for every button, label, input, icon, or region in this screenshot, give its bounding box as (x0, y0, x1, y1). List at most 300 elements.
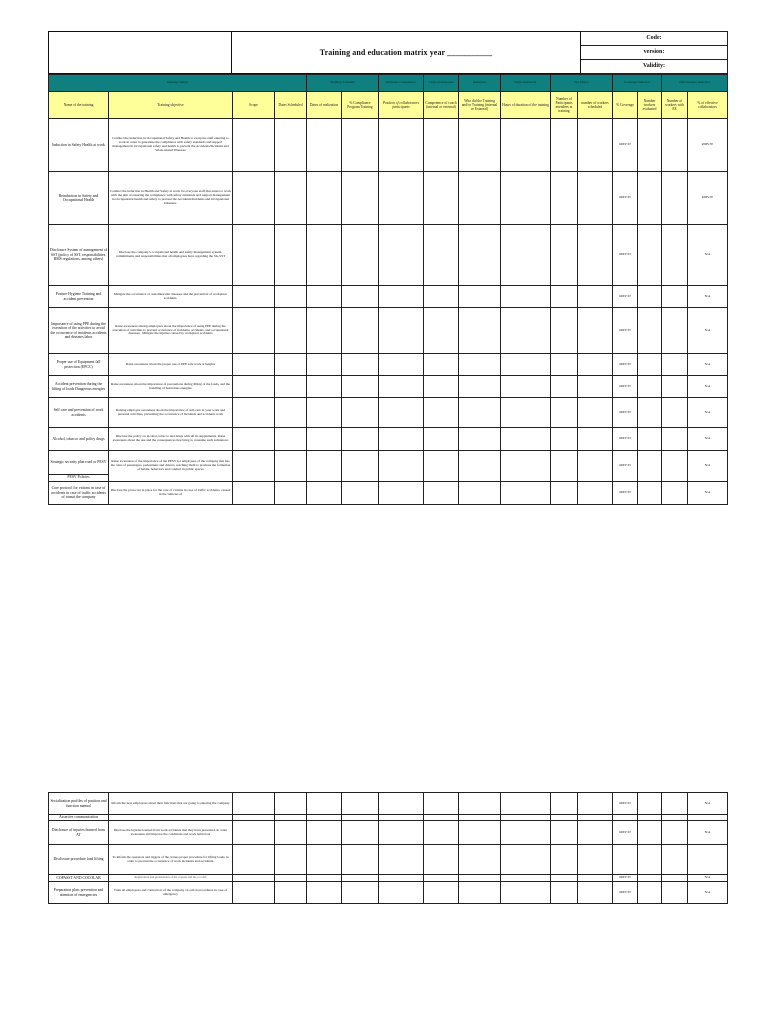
empty-cell (578, 428, 613, 451)
empty-cell (638, 398, 662, 428)
empty-cell (551, 376, 578, 398)
empty-cell (379, 845, 424, 875)
coverage-value-cell: #DIV/0! (613, 286, 638, 308)
empty-cell (275, 172, 307, 225)
empty-cell (379, 875, 424, 882)
empty-cell (501, 225, 551, 286)
empty-cell (424, 793, 459, 815)
table-row (49, 225, 728, 286)
empty-cell (551, 354, 578, 376)
group-header-cargo: Cargo participants (424, 75, 459, 92)
empty-cell (578, 376, 613, 398)
empty-cell (379, 398, 424, 428)
col-header-dates-realization: Dates of realization (307, 92, 342, 119)
empty-cell (578, 172, 613, 225)
table-row (49, 821, 728, 845)
coverage-value-cell (613, 845, 638, 875)
empty-cell (275, 398, 307, 428)
matrix-sheet-bottom (48, 792, 727, 904)
empty-cell (662, 482, 688, 505)
empty-cell (459, 172, 501, 225)
empty-cell (233, 308, 275, 354)
coverage-value-cell: #DIV/0! (613, 875, 638, 882)
empty-cell (459, 354, 501, 376)
coverage-value-cell: #DIV/0! (613, 354, 638, 376)
empty-cell (662, 821, 688, 845)
table-row (49, 428, 728, 451)
empty-cell (638, 793, 662, 815)
table-row (49, 376, 728, 398)
empty-cell (459, 308, 501, 354)
empty-cell (342, 308, 379, 354)
empty-cell (638, 882, 662, 904)
empty-cell (307, 482, 342, 505)
empty-cell (275, 451, 307, 482)
empty-cell (662, 376, 688, 398)
empty-cell (424, 119, 459, 172)
empty-cell (638, 308, 662, 354)
empty-cell (551, 875, 578, 882)
group-header-instructor: Instructor (459, 75, 501, 92)
table-row (49, 354, 728, 376)
empty-cell (551, 793, 578, 815)
training-objective-cell: Disclose the protocols in place for the care of victims in case of traffic accidents, caused in the vehicles of (109, 482, 233, 505)
training-objective-cell: Mitigate the occurrence of osteomuscular diseases and the prevention of workplace accidents. (109, 286, 233, 308)
group-header-coverage: Coverage Indicator (613, 75, 662, 92)
training-name-cell: Assertive communication (49, 815, 109, 821)
empty-cell (342, 172, 379, 225)
empty-cell (275, 428, 307, 451)
empty-cell (275, 482, 307, 505)
training-name-cell: COPASST AND COCOLAB (49, 875, 109, 882)
matrix-title: Training and education matrix year ___________ (232, 32, 581, 74)
empty-cell (342, 451, 379, 482)
empty-cell (379, 793, 424, 815)
empty-cell (578, 451, 613, 482)
empty-cell (275, 793, 307, 815)
training-objective-cell: Registration and presentation of the copasst and the cocolab (109, 875, 233, 882)
empty-cell (342, 821, 379, 845)
col-header-workers-scheduled: number of workers scheduled (578, 92, 613, 119)
empty-cell (233, 398, 275, 428)
empty-cell (459, 286, 501, 308)
empty-cell (578, 793, 613, 815)
training-name-cell: Self care and prevention of work accidents (49, 398, 109, 428)
empty-cell (501, 428, 551, 451)
col-header-dates-scheduled: Dates Scheduled (275, 92, 307, 119)
training-objective-cell: Conduct the induction in Occupational Safety and Health to everyone staff entering to work in order to guarantee the compliance with safety standards and support management in Occupational safety and health to prevent the Accidents/Incidents and Work-related Illnesses (109, 119, 233, 172)
empty-cell (638, 286, 662, 308)
empty-cell (307, 308, 342, 354)
empty-cell (662, 286, 688, 308)
code-label: Code: (581, 32, 728, 46)
empty-cell (551, 398, 578, 428)
empty-cell (379, 308, 424, 354)
empty-cell (578, 482, 613, 505)
effective-value-cell: N/A (688, 793, 728, 815)
empty-cell (307, 286, 342, 308)
training-objective-cell: Disclose the company's occupational health and safety management system, commitments and responsibilities that all employees have regarding the SG-SST (109, 225, 233, 286)
coverage-value-cell: #DIV/0! (613, 398, 638, 428)
col-header-competence: Competence of coach (internal or external) (424, 92, 459, 119)
empty-cell (551, 882, 578, 904)
empty-cell (342, 225, 379, 286)
empty-cell (501, 875, 551, 882)
col-header-workers-evaluated: Number workers evaluated (638, 92, 662, 119)
empty-cell (275, 286, 307, 308)
table-row (49, 875, 728, 882)
empty-cell (459, 451, 501, 482)
empty-cell (501, 882, 551, 904)
empty-cell (275, 845, 307, 875)
col-header-coverage: % Coverage (613, 92, 638, 119)
empty-cell (459, 821, 501, 845)
empty-cell (578, 882, 613, 904)
training-objective-cell: Raise awareness about the proper use of PPE safe work at heights (109, 354, 233, 376)
col-header-name: Name of the training (49, 92, 109, 119)
effective-value-cell: #DIV/0! (688, 119, 728, 172)
col-header-position: Position of collaborators participants (379, 92, 424, 119)
training-objective-cell: Raise awareness among employees about the importance of using PPE during the execution of activities to prevent occurrence of incidents, accidents, and occupational diseases . Mitigate the injuries caused by workplace accidents (109, 308, 233, 354)
col-header-who: Who did the Training and/or Training (internal or External) (459, 92, 501, 119)
empty-cell (578, 308, 613, 354)
coverage-value-cell: #DIV/0! (613, 428, 638, 451)
empty-cell (662, 451, 688, 482)
empty-cell (233, 119, 275, 172)
effective-value-cell: N/A (688, 428, 728, 451)
empty-cell (342, 119, 379, 172)
empty-cell (424, 882, 459, 904)
empty-cell (459, 428, 501, 451)
empty-cell (551, 821, 578, 845)
empty-cell (275, 308, 307, 354)
empty-cell (662, 354, 688, 376)
table-row (49, 119, 728, 172)
training-objective-cell: Disclose the injuries learned from work accidents that they have presented, in order awareness and improve the conditions and work behaviors (109, 821, 233, 845)
coverage-value-cell: #DIV/0! (613, 451, 638, 482)
empty-cell (233, 875, 275, 882)
coverage-value-cell: #DIV/0! (613, 308, 638, 354)
training-objective-cell: Raise awareness of the importance of the PESV for employees of the company that has the roles of passengers, pedestrians and drivers, reaching them to promote the formation of habits, behaviors and conduct in public spaces (109, 451, 233, 482)
empty-cell (459, 119, 501, 172)
empty-cell (307, 172, 342, 225)
empty-cell (501, 398, 551, 428)
empty-cell (662, 172, 688, 225)
empty-cell (501, 286, 551, 308)
training-name-cell: Importance of using PPE during the execution of the activities to avoid the occurrence of incidents accidents and diseases labor (49, 308, 109, 354)
coverage-value-cell: #DIV/0! (613, 225, 638, 286)
coverage-value-cell: #DIV/0! (613, 482, 638, 505)
empty-cell (501, 482, 551, 505)
empty-cell (638, 225, 662, 286)
empty-cell (551, 119, 578, 172)
coverage-value-cell: #DIV/0! (613, 119, 638, 172)
empty-cell (578, 119, 613, 172)
empty-cell (638, 172, 662, 225)
empty-cell (379, 172, 424, 225)
training-name-cell: Disclosure procedure load lifting (49, 845, 109, 875)
empty-cell (424, 286, 459, 308)
empty-cell (638, 376, 662, 398)
col-header-objective: Training objective (109, 92, 233, 119)
empty-cell (424, 172, 459, 225)
training-name-cell: Posture Hygiene Training and accident prevention (49, 286, 109, 308)
empty-cell (551, 845, 578, 875)
col-header-participants: Number of Participants attendees at training (551, 92, 578, 119)
empty-cell (233, 286, 275, 308)
coverage-value-cell: #DIV/0! (613, 793, 638, 815)
empty-cell (551, 451, 578, 482)
empty-cell (275, 875, 307, 882)
empty-cell (379, 882, 424, 904)
training-name-cell: Care protocol for victims in case of accidents in case of traffic accidents of transit the company (49, 482, 109, 505)
empty-cell (638, 428, 662, 451)
training-objective-cell: Train all employees and contractors of the company on action procedures in case of emergency (109, 882, 233, 904)
col-header-scope: Scope (233, 92, 275, 119)
col-header-compliance: % Compliance Program Training (342, 92, 379, 119)
effective-value-cell: N/A (688, 882, 728, 904)
empty-cell (307, 428, 342, 451)
training-objective-cell: Raise awareness about the importance of precautions during lifting of the loads, and the handling of hazardous energies (109, 376, 233, 398)
matrix-sheet-top (48, 31, 727, 505)
empty-cell (233, 376, 275, 398)
empty-cell (551, 172, 578, 225)
empty-cell (662, 428, 688, 451)
table-row (49, 882, 728, 904)
col-header-hours-duration: Hours of duration of the training (501, 92, 551, 119)
effective-value-cell: N/A (688, 286, 728, 308)
empty-cell (551, 225, 578, 286)
empty-cell (342, 354, 379, 376)
effective-value-cell: N/A (688, 482, 728, 505)
empty-cell (342, 376, 379, 398)
empty-cell (307, 119, 342, 172)
empty-cell (424, 875, 459, 882)
empty-cell (501, 172, 551, 225)
coverage-value-cell: #DIV/0! (613, 882, 638, 904)
empty-cell (233, 482, 275, 505)
training-name-cell: Reinduction in Safety and Occupational Health (49, 172, 109, 225)
empty-cell (307, 821, 342, 845)
group-header-compliance: Indicator Compliance (379, 75, 424, 92)
empty-cell (662, 845, 688, 875)
training-name-cell: Disclosure of injuries learned from AT (49, 821, 109, 845)
effective-value-cell: N/A (688, 354, 728, 376)
matrix-header-table (48, 31, 728, 74)
empty-cell (501, 354, 551, 376)
empty-cell (638, 482, 662, 505)
empty-cell (379, 821, 424, 845)
empty-cell (275, 376, 307, 398)
empty-cell (459, 793, 501, 815)
empty-cell (501, 308, 551, 354)
empty-cell (578, 845, 613, 875)
table-row (49, 793, 728, 815)
logo-placeholder (49, 32, 232, 74)
empty-cell (459, 845, 501, 875)
effective-value-cell: N/A (688, 225, 728, 286)
empty-cell (233, 793, 275, 815)
effective-value-cell: N/A (688, 821, 728, 845)
empty-cell (342, 428, 379, 451)
empty-cell (307, 225, 342, 286)
empty-cell (379, 354, 424, 376)
empty-cell (379, 428, 424, 451)
empty-cell (307, 451, 342, 482)
training-name-cell: Alcohol, tobacco and policy drugs (49, 428, 109, 451)
group-header-row (49, 75, 728, 92)
training-objective-cell: Conduct the induction in Health and Safety at work for everyone staff that enters to work with the aim of ensuring the compliance with safety standards and support management in Occupational health and safety to prevent the Accidents/Incidents and Occupational Diseases. (109, 172, 233, 225)
empty-cell (459, 482, 501, 505)
effective-value-cell: #DIV/0! (688, 172, 728, 225)
empty-cell (233, 821, 275, 845)
empty-cell (578, 225, 613, 286)
table-row (49, 398, 728, 428)
empty-cell (307, 354, 342, 376)
empty-cell (578, 398, 613, 428)
empty-cell (501, 821, 551, 845)
empty-cell (307, 398, 342, 428)
empty-cell (233, 172, 275, 225)
empty-cell (379, 119, 424, 172)
empty-cell (638, 845, 662, 875)
empty-cell (424, 308, 459, 354)
training-objective-cell: Raising employee awareness about the importance of self-care in your work and personal activities, preventing the occurrence of incidents and accidents work (109, 398, 233, 428)
training-matrix-table (48, 74, 728, 505)
training-matrix-table-continued (48, 792, 728, 904)
training-name-cell: Socialization profiles of position and function manual (49, 793, 109, 815)
empty-cell (233, 451, 275, 482)
empty-cell (342, 793, 379, 815)
empty-cell (424, 451, 459, 482)
effective-value-cell: N/A (688, 308, 728, 354)
effective-value-cell: N/A (688, 398, 728, 428)
empty-cell (501, 119, 551, 172)
empty-cell (424, 428, 459, 451)
empty-cell (424, 482, 459, 505)
empty-cell (662, 119, 688, 172)
empty-cell (307, 845, 342, 875)
group-header-training-content: training content (49, 75, 307, 92)
empty-cell (342, 845, 379, 875)
empty-cell (662, 793, 688, 815)
empty-cell (342, 882, 379, 904)
table-row (49, 308, 728, 354)
empty-cell (307, 875, 342, 882)
empty-cell (578, 354, 613, 376)
empty-cell (501, 376, 551, 398)
empty-cell (551, 428, 578, 451)
training-name-cell: Accident prevention during the lifting of loads Dangerous energies (49, 376, 109, 398)
version-label: version: (581, 46, 728, 60)
empty-cell (275, 821, 307, 845)
empty-cell (424, 821, 459, 845)
empty-cell (233, 882, 275, 904)
training-objective-cell: To inform the operators and riggers of the cranes proper procedure for lifting loads, in order to prevent the occurrence of work incidents and accidents. (109, 845, 233, 875)
empty-cell (424, 376, 459, 398)
training-subnote: PESV Policies (49, 474, 108, 481)
column-header-row (49, 92, 728, 119)
table-row (49, 286, 728, 308)
empty-cell (379, 451, 424, 482)
empty-cell (578, 286, 613, 308)
empty-cell (459, 225, 501, 286)
empty-cell (379, 286, 424, 308)
empty-cell (424, 354, 459, 376)
training-objective-cell: Inform the new employees about their functions that are going to entering the company (109, 793, 233, 815)
empty-cell (342, 398, 379, 428)
empty-cell (501, 845, 551, 875)
training-name-cell: Proper use of Equipment fall protection (EPCC) (49, 354, 109, 376)
group-header-name-instructor: Name Instructor (501, 75, 551, 92)
group-header-hours: No. Hours (551, 75, 613, 92)
table-row (49, 482, 728, 505)
table-row (49, 451, 728, 482)
empty-cell (233, 354, 275, 376)
empty-cell (342, 482, 379, 505)
empty-cell (501, 451, 551, 482)
empty-cell (307, 376, 342, 398)
effective-value-cell (688, 845, 728, 875)
empty-cell (638, 451, 662, 482)
empty-cell (307, 882, 342, 904)
empty-cell (662, 398, 688, 428)
empty-cell (662, 882, 688, 904)
coverage-value-cell: #DIV/0! (613, 376, 638, 398)
empty-cell (638, 354, 662, 376)
empty-cell (233, 428, 275, 451)
coverage-value-cell: #DIV/0! (613, 172, 638, 225)
empty-cell (662, 225, 688, 286)
empty-cell (638, 821, 662, 845)
table-row (49, 845, 728, 875)
empty-cell (233, 225, 275, 286)
training-name-cell: Disclosure System of management of SST (policy of SST, responsibilities, RMS regulations, among others) (49, 225, 109, 286)
empty-cell (342, 875, 379, 882)
group-header-schedule: Training Schedule (307, 75, 379, 92)
validity-label: Validity: (581, 60, 728, 74)
empty-cell (578, 821, 613, 845)
empty-cell (459, 376, 501, 398)
empty-cell (424, 398, 459, 428)
empty-cell (459, 398, 501, 428)
table-row (49, 172, 728, 225)
empty-cell (275, 354, 307, 376)
empty-cell (501, 793, 551, 815)
training-name: Strategic security plan road or PESV (50, 460, 107, 465)
effective-value-cell: N/A (688, 451, 728, 482)
effective-value-cell: N/A (688, 376, 728, 398)
training-name-cell: Induction in Safety Health at work (49, 119, 109, 172)
empty-cell (662, 308, 688, 354)
empty-cell (551, 482, 578, 505)
empty-cell (379, 376, 424, 398)
empty-cell (275, 882, 307, 904)
empty-cell (551, 286, 578, 308)
empty-cell (379, 482, 424, 505)
col-header-effective: % of effective collaborators (688, 92, 728, 119)
group-header-effectiveness: effectiveness Indicator (662, 75, 728, 92)
coverage-value-cell: #DIV/0! (613, 821, 638, 845)
empty-cell (275, 119, 307, 172)
empty-cell (233, 845, 275, 875)
empty-cell (638, 875, 662, 882)
training-name-cell (49, 451, 109, 482)
empty-cell (459, 875, 501, 882)
empty-cell (424, 845, 459, 875)
empty-cell (307, 793, 342, 815)
empty-cell (424, 225, 459, 286)
